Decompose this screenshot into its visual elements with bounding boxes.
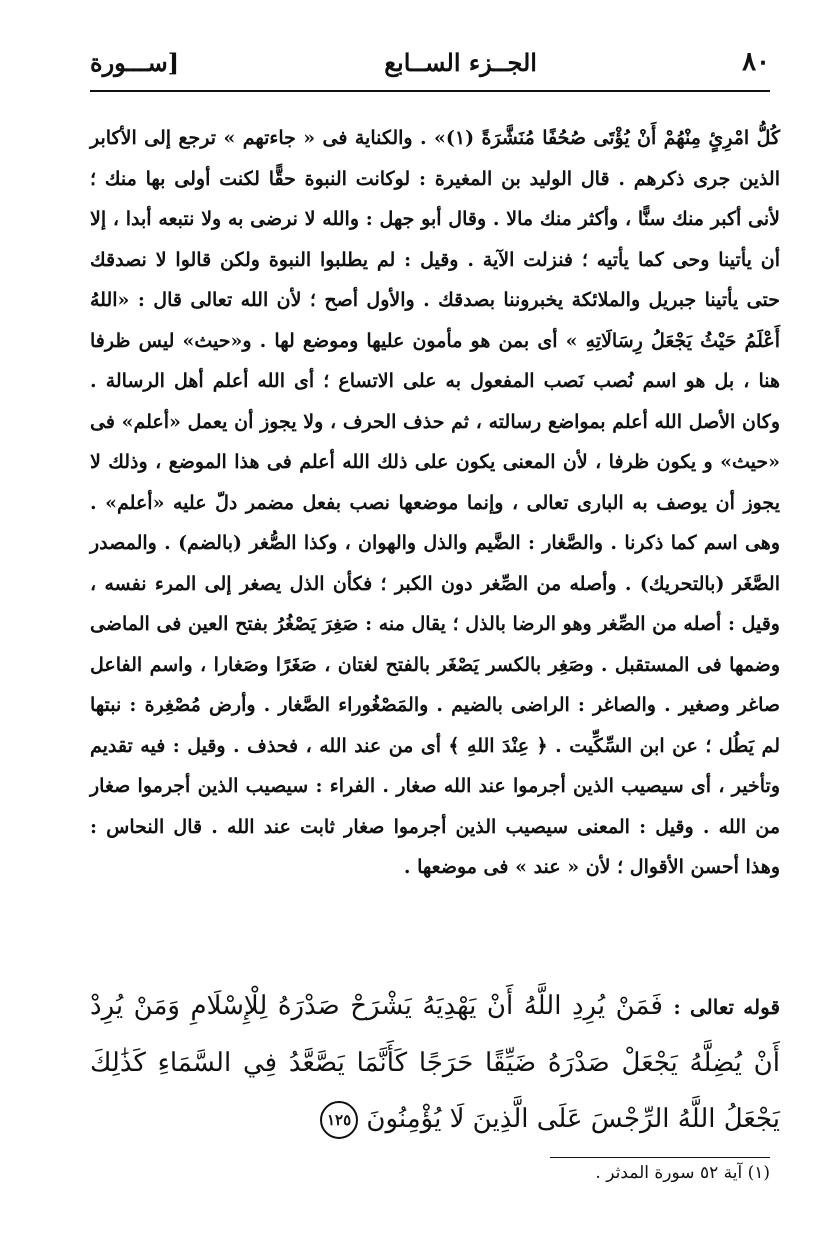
verse-intro: قوله تعالى : [673, 995, 781, 1019]
footnote: (١) آية ٥٢ سورة المدثر . [595, 1163, 770, 1183]
part-title: الجــزء الســابع [384, 47, 537, 77]
page-header [90, 40, 770, 84]
commentary-paragraph: كُلُّ امْرِئٍ مِنْهُمْ أَنْ يُؤْتَى صُحُفًا مُنَشَّرَةً ‏(١)» . والكناية فى « جاءتهم » ترجع إلى الأكابر الذين جرى ذكرهم . قال الوليد بن المغيرة : لوكانت النبوة حقًّا لكنت أولى بها منك ؛ لأنى أكبر منك سنًّا ، وأكثر منك مالا . وقال أبو جهل : والله لا نرضى به ولا نتبعه أبدا ، إلا أن يأتينا وحى كما يأتيه ؛ فنزلت الآية . وقيل : لم يطلبوا النبوة ولكن قالوا لا نصدقك حتى يأتينا جبريل والملائكة يخبروننا بصدقك . والأول أصح ؛ لأن الله تعالى قال : «اللهُ أَعْلَمُ حَيْثُ يَجْعَلُ رِسَالَاتِهِ » أى بمن هو مأمون عليها وموضع لها . و«حيث» ليس ظرفا هنا ، بل هو اسم نُصب نَصب المفعول به على الاتساع ؛ أى الله أعلم أهل الرسالة . وكان الأصل الله أعلم بمواضع رسالته ، ثم حذف الحرف ، ولا يجوز أن يعمل «أعلم» فى «حيث» و يكون ظرفا ، لأن المعنى يكون على ذلك الله أعلم فى هذا الموضع ، وذلك لا يجوز أن يوصف به البارى تعالى ، وإنما موضعها نصب بفعل مضمر دلّ عليه «أعلم» . وهى اسم كما ذكرنا . والصَّغار : الضَّيم والذل والهوان ، وكذا الصُّغر (بالضم) . والمصدر الصَّغَر (بالتحريك) . وأصله من الصِّغر دون الكبر ؛ فكأن الذل يصغر إلى المرء نفسه ، وقيل : أصله من الصِّغر وهو الرضا بالذل ؛ يقال منه : صَغِرَ يَصْغُرُ بفتح العين فى الماضى وضمها فى المستقبل . وصَغِر بالكسر يَصْغَر بالفتح لغتان ، صَغَرًا وصَغارا ، واسم الفاعل صاغر وصغير . والصاغر : الراضى بالضيم . والمَصْغُوراء الصَّغار . وأرض مُصْغِرة : نبتها لم يَطُل ؛ عن ابن السِّكِّيت . ﴿ عِنْدَ اللهِ ﴾ أى من عند الله ، فحذف . وقيل : فيه تقديم وتأخير ، أى سيصيب الذين أجرموا عند الله صغار . الفراء : سيصيب الذين أجرموا صغار من الله . وقيل : المعنى سيصيب الذين أجرموا صغار ثابت عند الله . قال النحاس : وهذا أحسن الأقوال ؛ لأن « عند » فى موضعها . [90, 127, 781, 878]
surah-label: [ســـورة [90, 47, 180, 77]
quran-verse-block [90, 978, 780, 1147]
header-divider [90, 90, 770, 92]
verse-text: فَمَنْ يُرِدِ اللَّهُ أَنْ يَهْدِيَهُ يَشْرَحْ صَدْرَهُ لِلْإِسْلَامِ وَمَنْ يُرِدْ أَنْ يُضِلَّهُ يَجْعَلْ صَدْرَهُ ضَيِّقًا حَرَجًا كَأَنَّمَا يَصَّعَّدُ فِي السَّمَاءِ كَذَٰلِكَ يَجْعَلُ اللَّهُ الرِّجْسَ عَلَى الَّذِينَ لَا يُؤْمِنُونَ [90, 991, 780, 1134]
footnote-divider [550, 1157, 770, 1158]
ayah-number-marker: ١٢٥ [320, 1101, 358, 1139]
page-number: ٨٠ [742, 47, 770, 77]
